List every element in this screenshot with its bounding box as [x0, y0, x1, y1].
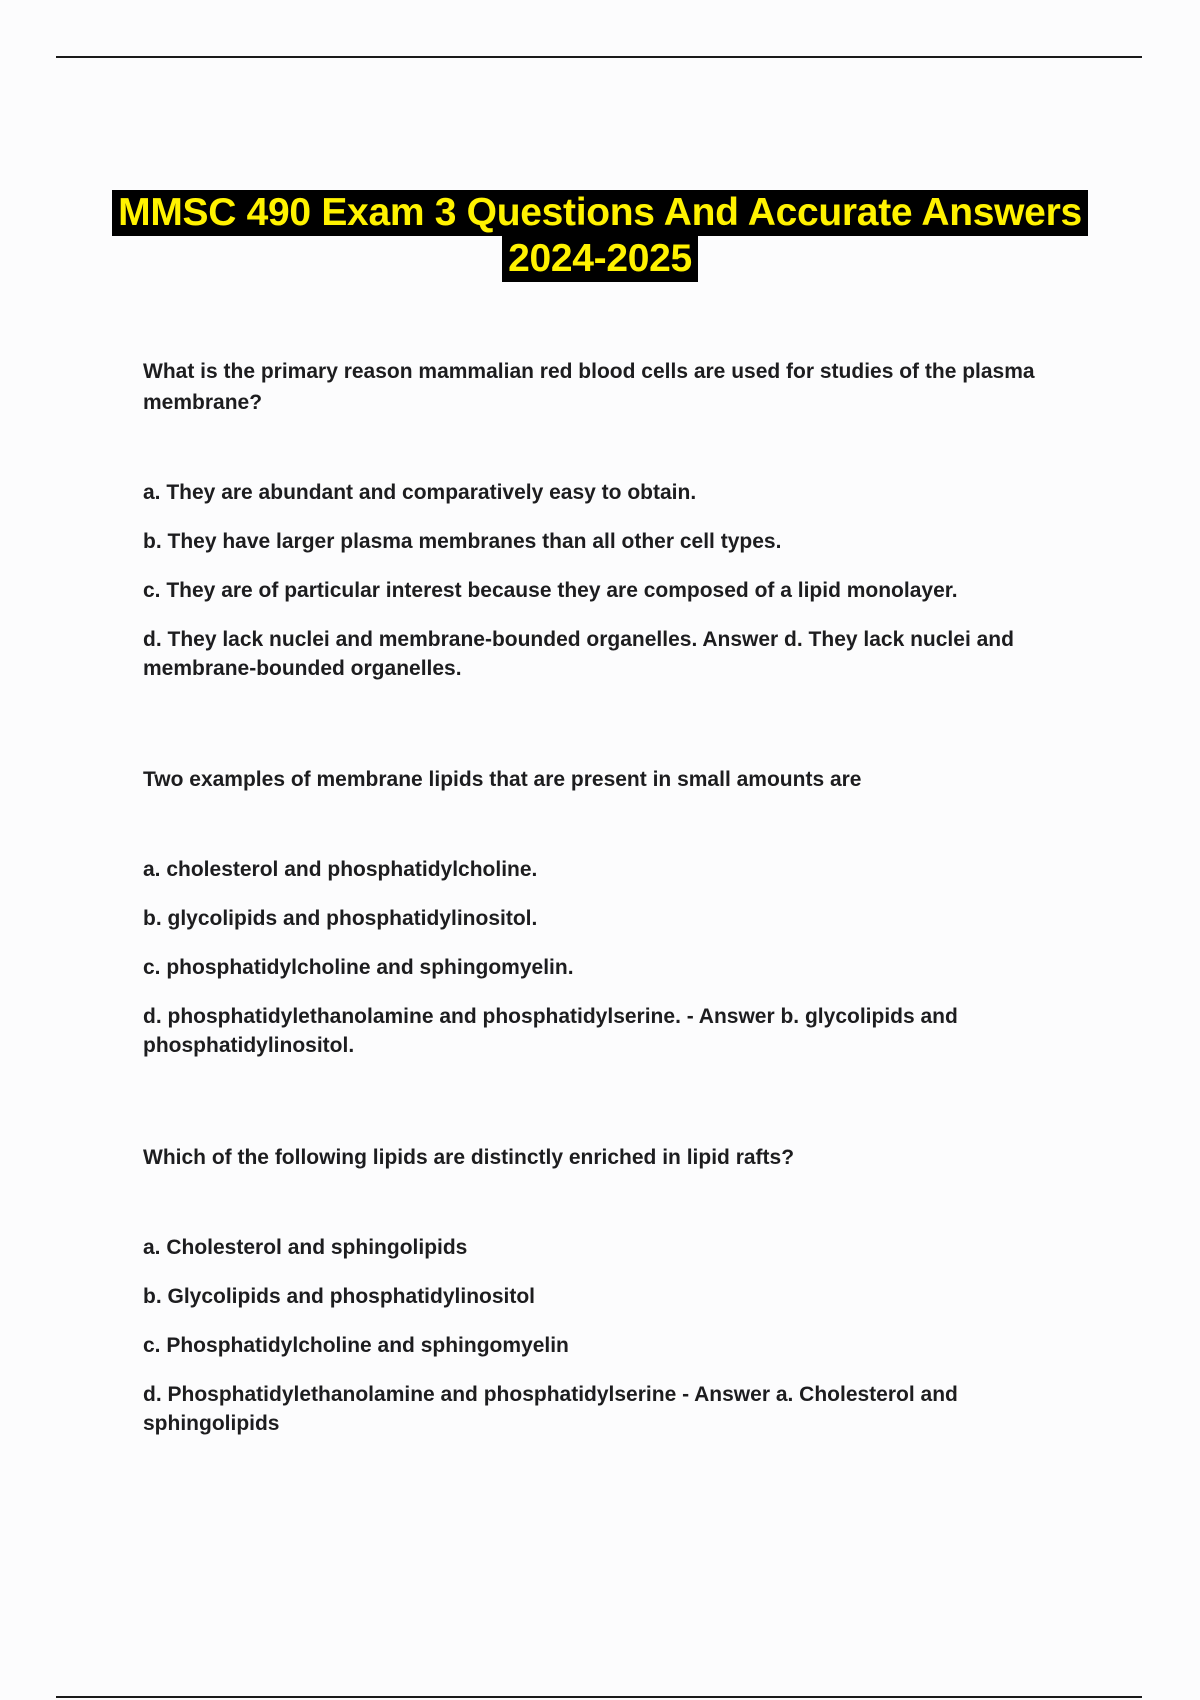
option-a: a. cholesterol and phosphatidylcholine.: [143, 858, 538, 881]
footer-rule: [56, 1696, 1142, 1698]
answer-options: [143, 855, 1093, 1060]
question-3: [143, 1142, 1093, 1438]
option-d: d. Phosphatidylethanolamine and phosphatidylserine - Answer a. Cholesterol and sphingolipids: [143, 1383, 958, 1435]
option-a: a. Cholesterol and sphingolipids: [143, 1236, 468, 1259]
option-a: a. They are abundant and comparatively easy to obtain.: [143, 481, 697, 504]
question-1: [143, 356, 1093, 683]
option-d: d. They lack nuclei and membrane-bounded organelles. Answer d. They lack nuclei and membrane-bounded organelles.: [143, 628, 1014, 680]
question-text: Which of the following lipids are distinctly enriched in lipid rafts?: [143, 1146, 795, 1169]
option-c: c. phosphatidylcholine and sphingomyelin.: [143, 956, 574, 979]
option-d: d. phosphatidylethanolamine and phosphatidylserine. - Answer b. glycolipids and phosphatidylinositol.: [143, 1005, 958, 1057]
answer-options: [143, 1233, 1093, 1438]
option-c: c. Phosphatidylcholine and sphingomyelin: [143, 1334, 569, 1357]
option-c: c. They are of particular interest because they are composed of a lipid monolayer.: [143, 579, 958, 602]
header-rule: [56, 56, 1142, 58]
question-text: What is the primary reason mammalian red blood cells are used for studies of the plasma membrane?: [143, 360, 1035, 414]
document-title: [0, 190, 1200, 282]
option-b: b. Glycolipids and phosphatidylinositol: [143, 1285, 536, 1308]
title-line-2: 2024-2025: [502, 236, 698, 282]
question-2: [143, 764, 1093, 1060]
answer-options: [143, 478, 1093, 683]
option-b: b. glycolipids and phosphatidylinositol.: [143, 907, 538, 930]
question-text: Two examples of membrane lipids that are present in small amounts are: [143, 768, 862, 791]
option-b: b. They have larger plasma membranes than all other cell types.: [143, 530, 782, 553]
title-line-1: MMSC 490 Exam 3 Questions And Accurate Answers: [112, 190, 1088, 236]
